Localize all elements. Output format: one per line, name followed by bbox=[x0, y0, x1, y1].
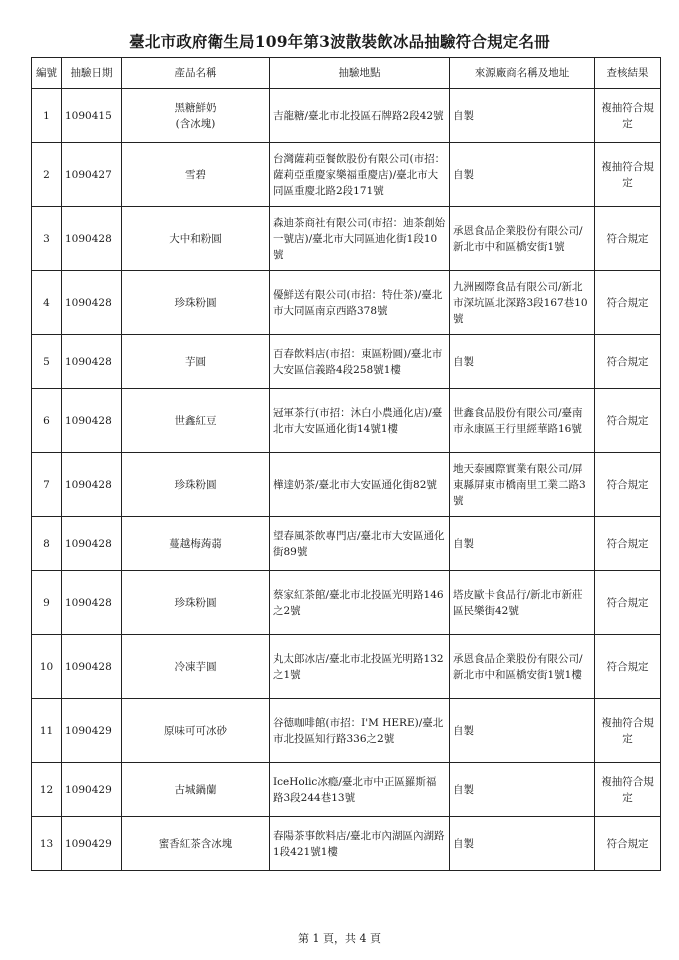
table-row bbox=[32, 817, 661, 871]
table-header-row bbox=[32, 58, 661, 89]
cell-sampling-place: 蔡家紅茶館/臺北市北投區光明路146之2號 bbox=[270, 571, 450, 635]
cell-result: 符合規定 bbox=[595, 389, 661, 453]
cell-date: 1090428 bbox=[62, 389, 122, 453]
cell-date: 1090428 bbox=[62, 207, 122, 271]
cell-sampling-place: 台灣薩莉亞餐飲股份有限公司(市招：薩莉亞重慶家樂福重慶店)/臺北市大同區重慶北路2段171號 bbox=[270, 143, 450, 207]
cell-date: 1090428 bbox=[62, 335, 122, 389]
cell-product-name: 世鑫紅豆 bbox=[122, 389, 270, 453]
cell-date: 1090429 bbox=[62, 699, 122, 763]
cell-source: 自製 bbox=[450, 89, 595, 143]
cell-no: 13 bbox=[32, 817, 62, 871]
header-date: 抽驗日期 bbox=[62, 58, 122, 89]
cell-result: 符合規定 bbox=[595, 635, 661, 699]
table-row bbox=[32, 453, 661, 517]
cell-no: 8 bbox=[32, 517, 62, 571]
cell-sampling-place: IceHolic冰瘾/臺北市中正區羅斯福路3段244巷13號 bbox=[270, 763, 450, 817]
table-row bbox=[32, 143, 661, 207]
table-row bbox=[32, 763, 661, 817]
page-footer: 第 1 頁，共 4 頁 bbox=[298, 932, 381, 945]
cell-sampling-place: 望春風茶飲專門店/臺北市大安區通化街89號 bbox=[270, 517, 450, 571]
cell-no: 6 bbox=[32, 389, 62, 453]
header-result: 查核結果 bbox=[595, 58, 661, 89]
cell-no: 5 bbox=[32, 335, 62, 389]
cell-product-name: 原味可可冰砂 bbox=[122, 699, 270, 763]
cell-result: 複抽符合規定 bbox=[595, 699, 661, 763]
cell-date: 1090429 bbox=[62, 817, 122, 871]
document-title: 臺北市政府衛生局109年第3波散裝飲冰品抽驗符合規定名冊 bbox=[129, 32, 550, 51]
cell-sampling-place: 丸太郎冰店/臺北市北投區光明路132之1號 bbox=[270, 635, 450, 699]
inspection-table bbox=[31, 57, 661, 871]
cell-no: 10 bbox=[32, 635, 62, 699]
cell-product-name: 芋圓 bbox=[122, 335, 270, 389]
table-row bbox=[32, 207, 661, 271]
cell-result: 複抽符合規定 bbox=[595, 89, 661, 143]
header-no: 編號 bbox=[32, 58, 62, 89]
cell-no: 4 bbox=[32, 271, 62, 335]
cell-result: 符合規定 bbox=[595, 571, 661, 635]
cell-sampling-place: 樺達奶茶/臺北市大安區通化街82號 bbox=[270, 453, 450, 517]
cell-product-name: 大中和粉圓 bbox=[122, 207, 270, 271]
cell-source: 九洲國際食品有限公司/新北市深坑區北深路3段167巷10號 bbox=[450, 271, 595, 335]
cell-result: 符合規定 bbox=[595, 517, 661, 571]
cell-sampling-place: 谷德咖啡館(市招：I'M HERE)/臺北市北投區知行路336之2號 bbox=[270, 699, 450, 763]
cell-product-name: 黑糖鮮奶 (含冰塊) bbox=[122, 89, 270, 143]
cell-sampling-place: 冠軍茶行(市招：沐白小農通化店)/臺北市大安區通化街14號1樓 bbox=[270, 389, 450, 453]
cell-source: 自製 bbox=[450, 143, 595, 207]
cell-no: 9 bbox=[32, 571, 62, 635]
cell-source: 承恩食品企業股份有限公司/新北市中和區橋安街1號 bbox=[450, 207, 595, 271]
cell-no: 1 bbox=[32, 89, 62, 143]
cell-source: 世鑫食品股份有限公司/臺南市永康區王行里經華路16號 bbox=[450, 389, 595, 453]
cell-date: 1090428 bbox=[62, 571, 122, 635]
cell-source: 地天泰國際實業有限公司/屏東縣屏東市橋南里工業二路3號 bbox=[450, 453, 595, 517]
table-row bbox=[32, 699, 661, 763]
table-row bbox=[32, 389, 661, 453]
cell-product-name: 雪碧 bbox=[122, 143, 270, 207]
cell-result: 符合規定 bbox=[595, 453, 661, 517]
cell-result: 複抽符合規定 bbox=[595, 763, 661, 817]
cell-date: 1090415 bbox=[62, 89, 122, 143]
cell-product-name: 蔓越梅蒟蒻 bbox=[122, 517, 270, 571]
table-row bbox=[32, 635, 661, 699]
cell-result: 符合規定 bbox=[595, 207, 661, 271]
cell-source: 自製 bbox=[450, 699, 595, 763]
cell-date: 1090428 bbox=[62, 271, 122, 335]
cell-product-name: 古城鍋蘭 bbox=[122, 763, 270, 817]
cell-sampling-place: 優鮮送有限公司(市招：特仕茶)/臺北市大同區南京西路378號 bbox=[270, 271, 450, 335]
cell-source: 自製 bbox=[450, 817, 595, 871]
cell-result: 符合規定 bbox=[595, 817, 661, 871]
cell-source: 塔皮歐卡食品行/新北市新莊區民樂街42號 bbox=[450, 571, 595, 635]
cell-no: 3 bbox=[32, 207, 62, 271]
cell-result: 複抽符合規定 bbox=[595, 143, 661, 207]
cell-result: 符合規定 bbox=[595, 335, 661, 389]
table-row bbox=[32, 517, 661, 571]
cell-source: 自製 bbox=[450, 517, 595, 571]
table-row bbox=[32, 335, 661, 389]
cell-date: 1090428 bbox=[62, 635, 122, 699]
cell-date: 1090427 bbox=[62, 143, 122, 207]
cell-product-name: 珍珠粉圓 bbox=[122, 271, 270, 335]
cell-no: 7 bbox=[32, 453, 62, 517]
header-source: 來源廠商名稱及地址 bbox=[450, 58, 595, 89]
cell-source: 自製 bbox=[450, 763, 595, 817]
cell-sampling-place: 春陽茶事飲料店/臺北市內湖區內湖路1段421號1樓 bbox=[270, 817, 450, 871]
cell-date: 1090428 bbox=[62, 453, 122, 517]
cell-no: 11 bbox=[32, 699, 62, 763]
cell-date: 1090428 bbox=[62, 517, 122, 571]
cell-no: 2 bbox=[32, 143, 62, 207]
cell-product-name: 珍珠粉圓 bbox=[122, 453, 270, 517]
cell-sampling-place: 吉龍糖/臺北市北投區石牌路2段42號 bbox=[270, 89, 450, 143]
table-row bbox=[32, 271, 661, 335]
cell-sampling-place: 百春飲料店(市招：東區粉圓)/臺北市大安區信義路4段258號1樓 bbox=[270, 335, 450, 389]
table-row bbox=[32, 89, 661, 143]
cell-source: 承恩食品企業股份有限公司/新北市中和區橋安街1號1樓 bbox=[450, 635, 595, 699]
cell-product-name: 珍珠粉圓 bbox=[122, 571, 270, 635]
cell-no: 12 bbox=[32, 763, 62, 817]
cell-source: 自製 bbox=[450, 335, 595, 389]
cell-sampling-place: 森迪茶商社有限公司(市招：迪茶創始一號店)/臺北市大同區迪化街1段10號 bbox=[270, 207, 450, 271]
header-place: 抽驗地點 bbox=[270, 58, 450, 89]
cell-product-name: 冷凍芋圓 bbox=[122, 635, 270, 699]
cell-result: 符合規定 bbox=[595, 271, 661, 335]
table-row bbox=[32, 571, 661, 635]
cell-product-name: 蜜香紅茶含冰塊 bbox=[122, 817, 270, 871]
cell-date: 1090429 bbox=[62, 763, 122, 817]
header-name: 產品名稱 bbox=[122, 58, 270, 89]
